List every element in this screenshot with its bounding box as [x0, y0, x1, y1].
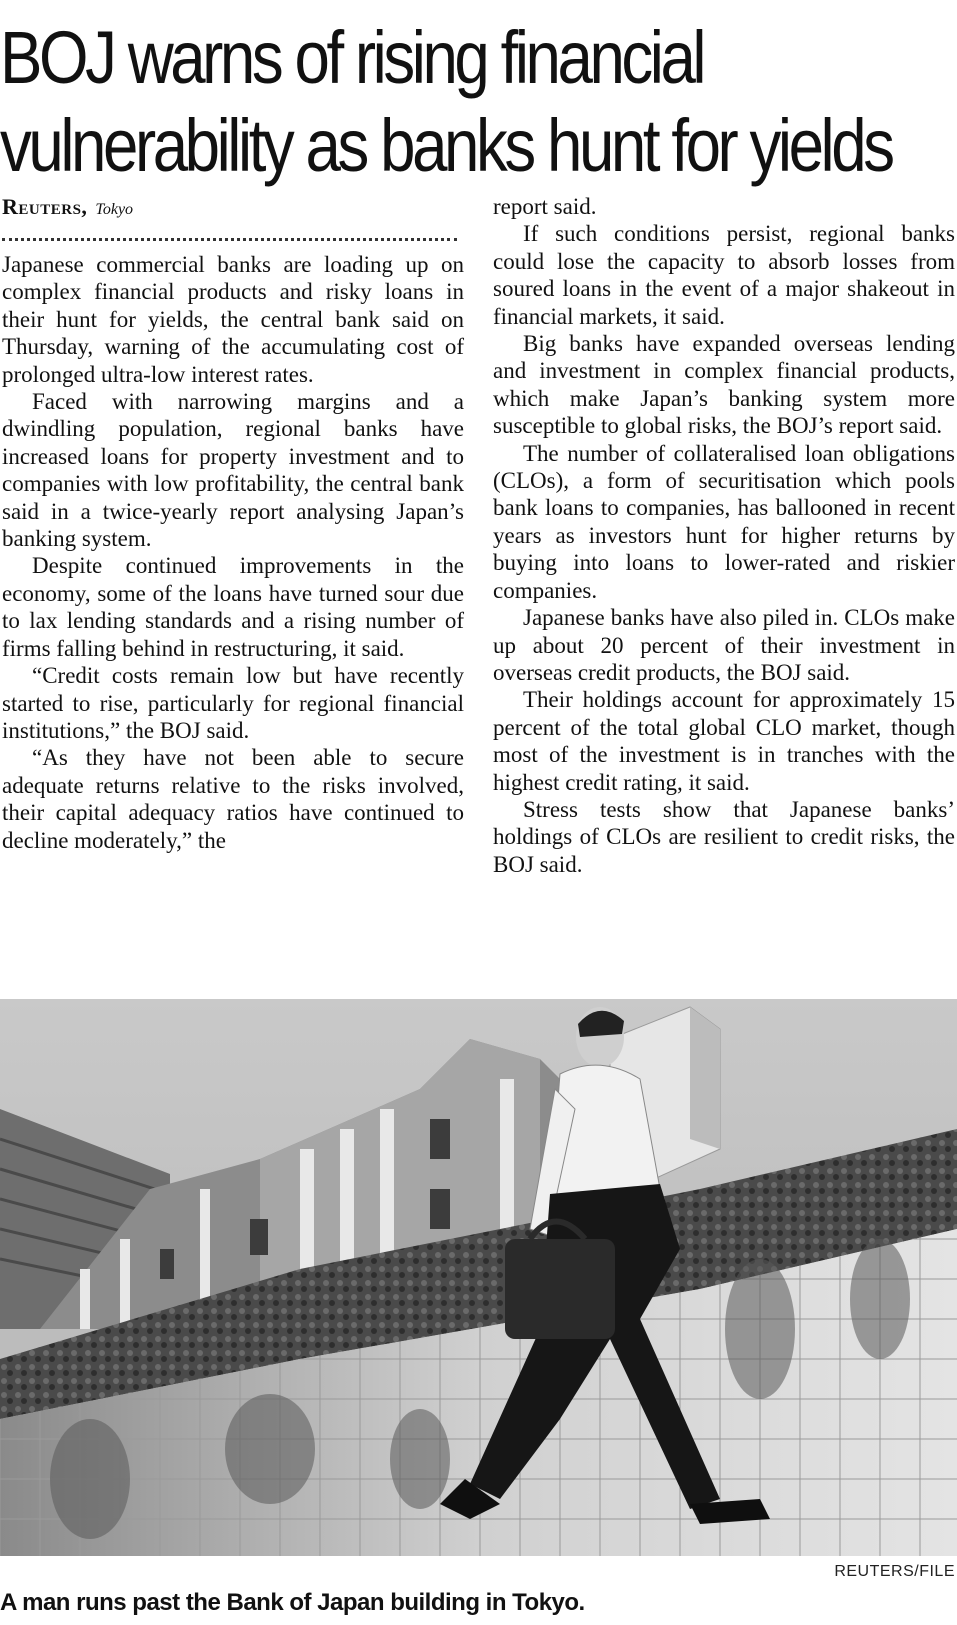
photo-caption: A man runs past the Bank of Japan building in Tokyo.: [0, 1589, 585, 1616]
article-column-left: [2, 193, 464, 854]
paragraph: If such conditions persist, regional banks could lose the capacity to absorb losses from soured loans in the event of a major shakeout in financial markets, it said.: [493, 221, 955, 329]
headline-line-2: vulnerability as banks hunt for yields: [0, 104, 892, 187]
photo-credit: REUTERS/FILE: [834, 1563, 955, 1580]
paragraph: Japanese banks have also piled in. CLOs make up about 20 percent of their investment in overseas credit products, the BOJ said.: [493, 605, 955, 685]
paragraph: Stress tests show that Japanese banks’ holdings of CLOs are resilient to credit risks, the BOJ said.: [493, 796, 955, 877]
paragraph: The number of collateralised loan obligations (CLOs), a form of securitisation which pools bank loans to companies, has ballooned in recent years as investors hunt for higher returns by buying into loans to lower-rated and riskier companies.: [493, 440, 955, 603]
byline-agency: Reuters,: [2, 194, 88, 219]
paragraph: report said.: [493, 194, 597, 219]
news-photo: [0, 999, 957, 1556]
byline-divider: [2, 220, 457, 241]
paragraph: Japanese commercial banks are loading up on complex financial products and risky loans in their hunt for yields, the central bank said on Thursday, warning of the accumulating cost of prolonged ultra-low interest rates.: [2, 252, 464, 387]
paragraph: Their holdings account for approximately 15 percent of the total global CLO market, though most of the investment is in tranches with the highest credit rating, it said.: [493, 687, 955, 795]
paragraph: Faced with narrowing margins and a dwindling population, regional banks have increased loans for property investment and to companies with low profitability, the central bank said in a twice-yearly report analysing Japan’s banking system.: [2, 389, 464, 552]
paragraph: Despite continued improvements in the economy, some of the loans have turned sour due to lax lending standards and a rising number of firms falling behind in restructuring, it said.: [2, 553, 464, 661]
paragraph: “Credit costs remain low but have recently started to rise, particularly for regional financial institutions,” the BOJ said.: [2, 663, 464, 743]
byline: [2, 193, 464, 220]
paragraph: “As they have not been able to secure adequate returns relative to the risks involved, their capital adequacy ratios have continued to decline moderately,” the: [2, 745, 464, 853]
photo-illustration: [0, 999, 957, 1556]
byline-city: Tokyo: [95, 201, 134, 218]
headline: [0, 14, 892, 190]
headline-line-1: BOJ warns of rising financial: [0, 16, 704, 99]
paragraph: Big banks have expanded overseas lending and investment in complex financial products, which make Japan’s banking system more susceptible to global risks, the BOJ’s report said.: [493, 331, 955, 439]
article-column-right: [493, 193, 955, 878]
